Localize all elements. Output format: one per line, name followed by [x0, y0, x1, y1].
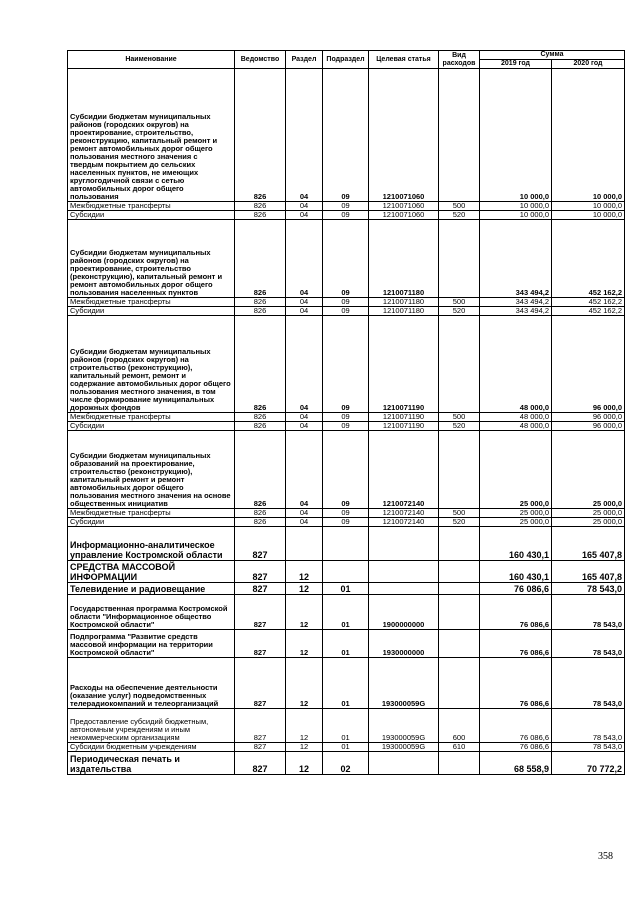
cell-target-item: 1210072140: [369, 518, 439, 527]
cell-expense-type: [439, 583, 480, 595]
cell-subsection: 01: [323, 583, 369, 595]
table-row: [68, 709, 625, 743]
cell-department: 827: [235, 743, 286, 752]
cell-subsection: 09: [323, 413, 369, 422]
cell-department: 826: [235, 220, 286, 298]
cell-sum-2019: 48 000,0: [480, 422, 552, 431]
cell-subsection: 02: [323, 752, 369, 775]
table-row: [68, 509, 625, 518]
cell-department: 826: [235, 422, 286, 431]
cell-name: Информационно-аналитическое управление Костромской области: [68, 527, 235, 561]
cell-subsection: 09: [323, 298, 369, 307]
table-row: [68, 630, 625, 658]
cell-department: 826: [235, 509, 286, 518]
cell-sum-2020: 78 543,0: [552, 743, 625, 752]
cell-target-item: 1900000000: [369, 595, 439, 630]
table-row: [68, 316, 625, 413]
table-row: [68, 658, 625, 709]
header-year-2019: 2019 год: [480, 60, 552, 69]
cell-expense-type: 500: [439, 509, 480, 518]
page-number: 358: [598, 851, 613, 862]
cell-target-item: 1210071060: [369, 202, 439, 211]
cell-target-item: 1210072140: [369, 431, 439, 509]
cell-subsection: 09: [323, 509, 369, 518]
table-row: [68, 413, 625, 422]
cell-name: Межбюджетные трансферты: [68, 413, 235, 422]
cell-department: 826: [235, 413, 286, 422]
cell-sum-2020: 78 543,0: [552, 709, 625, 743]
cell-section: 04: [286, 202, 323, 211]
table-row: [68, 307, 625, 316]
cell-department: 826: [235, 69, 286, 202]
cell-sum-2020: 70 772,2: [552, 752, 625, 775]
table-row: [68, 298, 625, 307]
cell-department: 827: [235, 709, 286, 743]
table-row: [68, 743, 625, 752]
cell-sum-2019: 343 494,2: [480, 220, 552, 298]
cell-subsection: 09: [323, 69, 369, 202]
cell-section: 12: [286, 583, 323, 595]
cell-expense-type: 610: [439, 743, 480, 752]
cell-name: Субсидии: [68, 307, 235, 316]
cell-sum-2019: 343 494,2: [480, 307, 552, 316]
cell-subsection: 01: [323, 595, 369, 630]
cell-name: Межбюджетные трансферты: [68, 509, 235, 518]
cell-sum-2020: 78 543,0: [552, 658, 625, 709]
cell-target-item: [369, 583, 439, 595]
cell-department: 826: [235, 202, 286, 211]
cell-expense-type: [439, 595, 480, 630]
cell-sum-2019: 25 000,0: [480, 431, 552, 509]
cell-sum-2020: 96 000,0: [552, 413, 625, 422]
cell-department: 826: [235, 307, 286, 316]
cell-subsection: 09: [323, 220, 369, 298]
cell-sum-2019: 25 000,0: [480, 509, 552, 518]
cell-subsection: 09: [323, 518, 369, 527]
cell-section: 12: [286, 561, 323, 583]
cell-target-item: 1210071060: [369, 69, 439, 202]
cell-name: Предоставление субсидий бюджетным, автономным учреждениям и иным некоммерческим организациям: [68, 709, 235, 743]
cell-name: Телевидение и радиовещание: [68, 583, 235, 595]
cell-sum-2019: 160 430,1: [480, 561, 552, 583]
cell-department: 826: [235, 518, 286, 527]
cell-sum-2020: 452 162,2: [552, 298, 625, 307]
cell-expense-type: 500: [439, 413, 480, 422]
cell-section: 12: [286, 658, 323, 709]
table-row: [68, 220, 625, 298]
cell-section: 12: [286, 595, 323, 630]
budget-table: [67, 50, 625, 775]
cell-sum-2020: 25 000,0: [552, 518, 625, 527]
cell-name: Субсидии бюджетам муниципальных образований на проектирование, строительство (реконструкцию), капитальный ремонт и ремонт автомобильных дорог общего пользования местного значения на основе общественных инициатив: [68, 431, 235, 509]
cell-expense-type: 520: [439, 422, 480, 431]
cell-section: [286, 527, 323, 561]
cell-name: Субсидии бюджетам муниципальных районов (городских округов) на проектирование, строительство, реконструкцию, капитальный ремонт и ремонт автомобильных дорог общего пользования местного значения с твердым покрытием до сельских населенных пунктов, не имеющих круглогодичной связи с сетью автомобильных дорог общего пользования: [68, 69, 235, 202]
cell-expense-type: [439, 630, 480, 658]
cell-target-item: [369, 527, 439, 561]
cell-department: 826: [235, 211, 286, 220]
cell-name: Субсидии бюджетным учреждениям: [68, 743, 235, 752]
cell-subsection: 09: [323, 316, 369, 413]
cell-target-item: [369, 752, 439, 775]
cell-target-item: 1210071180: [369, 220, 439, 298]
table-body: [68, 69, 625, 775]
cell-sum-2019: 68 558,9: [480, 752, 552, 775]
cell-subsection: 09: [323, 211, 369, 220]
header-year-2020: 2020 год: [552, 60, 625, 69]
cell-sum-2019: 10 000,0: [480, 211, 552, 220]
cell-sum-2020: 165 407,8: [552, 561, 625, 583]
cell-subsection: 09: [323, 307, 369, 316]
cell-expense-type: 600: [439, 709, 480, 743]
header-sum: Сумма: [480, 51, 625, 60]
cell-sum-2020: 96 000,0: [552, 422, 625, 431]
cell-section: 04: [286, 316, 323, 413]
cell-section: 12: [286, 709, 323, 743]
table-row: [68, 431, 625, 509]
cell-name: Субсидии: [68, 422, 235, 431]
cell-sum-2019: 76 086,6: [480, 583, 552, 595]
cell-sum-2019: 76 086,6: [480, 595, 552, 630]
cell-department: 827: [235, 583, 286, 595]
cell-section: 04: [286, 518, 323, 527]
cell-expense-type: [439, 69, 480, 202]
cell-sum-2019: 76 086,6: [480, 630, 552, 658]
cell-name: Межбюджетные трансферты: [68, 202, 235, 211]
header-expense-type: Вид расходов: [439, 51, 480, 69]
cell-target-item: 193000059G: [369, 709, 439, 743]
cell-name: Субсидии бюджетам муниципальных районов (городских округов) на строительство (реконструкцию), капитальный ремонт, ремонт и содержание автомобильных дорог общего пользования местного значения, в том числе формирование муниципальных дорожных фондов: [68, 316, 235, 413]
cell-target-item: 193000059G: [369, 743, 439, 752]
cell-expense-type: [439, 220, 480, 298]
cell-subsection: 09: [323, 202, 369, 211]
cell-department: 826: [235, 298, 286, 307]
cell-target-item: 1210071180: [369, 307, 439, 316]
cell-expense-type: 520: [439, 307, 480, 316]
table-row: [68, 527, 625, 561]
cell-department: 827: [235, 561, 286, 583]
cell-name: Субсидии: [68, 211, 235, 220]
table-row: [68, 69, 625, 202]
cell-expense-type: [439, 561, 480, 583]
cell-target-item: 1210072140: [369, 509, 439, 518]
cell-name: Межбюджетные трансферты: [68, 298, 235, 307]
table-row: [68, 518, 625, 527]
table-header: [68, 51, 625, 69]
cell-department: 827: [235, 752, 286, 775]
cell-expense-type: 500: [439, 298, 480, 307]
cell-sum-2019: 76 086,6: [480, 743, 552, 752]
cell-section: 04: [286, 413, 323, 422]
cell-sum-2020: 452 162,2: [552, 220, 625, 298]
cell-target-item: 193000059G: [369, 658, 439, 709]
cell-sum-2020: 78 543,0: [552, 630, 625, 658]
cell-section: 12: [286, 752, 323, 775]
cell-expense-type: 520: [439, 518, 480, 527]
cell-expense-type: [439, 527, 480, 561]
cell-subsection: [323, 527, 369, 561]
cell-section: 04: [286, 69, 323, 202]
cell-target-item: [369, 561, 439, 583]
cell-subsection: 01: [323, 709, 369, 743]
header-subsection: Подраздел: [323, 51, 369, 69]
cell-sum-2020: 452 162,2: [552, 307, 625, 316]
cell-target-item: 1930000000: [369, 630, 439, 658]
cell-department: 827: [235, 595, 286, 630]
cell-expense-type: [439, 658, 480, 709]
cell-sum-2020: 96 000,0: [552, 316, 625, 413]
cell-sum-2020: 10 000,0: [552, 69, 625, 202]
table-row: [68, 422, 625, 431]
cell-expense-type: [439, 431, 480, 509]
cell-sum-2020: 25 000,0: [552, 509, 625, 518]
cell-department: 826: [235, 431, 286, 509]
cell-name: Расходы на обеспечение деятельности (оказание услуг) подведомственных телерадиокомпаний и телеорганизаций: [68, 658, 235, 709]
cell-sum-2019: 48 000,0: [480, 413, 552, 422]
cell-expense-type: [439, 752, 480, 775]
cell-section: 04: [286, 220, 323, 298]
table-row: [68, 752, 625, 775]
cell-department: 827: [235, 630, 286, 658]
cell-department: 827: [235, 527, 286, 561]
cell-section: 04: [286, 509, 323, 518]
cell-sum-2019: 76 086,6: [480, 709, 552, 743]
cell-section: 04: [286, 307, 323, 316]
cell-name: Периодическая печать и издательства: [68, 752, 235, 775]
cell-subsection: 09: [323, 431, 369, 509]
header-target-item: Целевая статья: [369, 51, 439, 69]
cell-sum-2019: 160 430,1: [480, 527, 552, 561]
cell-sum-2020: 165 407,8: [552, 527, 625, 561]
cell-target-item: 1210071180: [369, 298, 439, 307]
table-row: [68, 595, 625, 630]
cell-subsection: [323, 561, 369, 583]
cell-sum-2019: 10 000,0: [480, 202, 552, 211]
header-department: Ведомство: [235, 51, 286, 69]
cell-section: 04: [286, 422, 323, 431]
cell-name: Государственная программа Костромской области "Информационное общество Костромской области": [68, 595, 235, 630]
cell-subsection: 09: [323, 422, 369, 431]
header-section: Раздел: [286, 51, 323, 69]
cell-section: 04: [286, 431, 323, 509]
cell-section: 12: [286, 743, 323, 752]
cell-expense-type: [439, 316, 480, 413]
cell-sum-2019: 76 086,6: [480, 658, 552, 709]
cell-target-item: 1210071190: [369, 422, 439, 431]
header-name: Наименование: [68, 51, 235, 69]
cell-expense-type: 500: [439, 202, 480, 211]
cell-expense-type: 520: [439, 211, 480, 220]
cell-name: Субсидии бюджетам муниципальных районов (городских округов) на проектирование, строительство (реконструкцию), капитальный ремонт и ремонт автомобильных дорог общего пользования населенных пунктов: [68, 220, 235, 298]
cell-sum-2019: 10 000,0: [480, 69, 552, 202]
cell-subsection: 01: [323, 658, 369, 709]
cell-sum-2019: 25 000,0: [480, 518, 552, 527]
cell-sum-2020: 78 543,0: [552, 583, 625, 595]
cell-sum-2020: 10 000,0: [552, 211, 625, 220]
cell-name: Подпрограмма "Развитие средств массовой информации на территории Костромской области": [68, 630, 235, 658]
cell-subsection: 01: [323, 743, 369, 752]
cell-name: СРЕДСТВА МАССОВОЙ ИНФОРМАЦИИ: [68, 561, 235, 583]
cell-department: 826: [235, 316, 286, 413]
table-row: [68, 202, 625, 211]
cell-target-item: 1210071060: [369, 211, 439, 220]
cell-subsection: 01: [323, 630, 369, 658]
cell-section: 04: [286, 211, 323, 220]
cell-department: 827: [235, 658, 286, 709]
cell-section: 12: [286, 630, 323, 658]
table-row: [68, 583, 625, 595]
cell-sum-2019: 48 000,0: [480, 316, 552, 413]
cell-section: 04: [286, 298, 323, 307]
cell-sum-2020: 25 000,0: [552, 431, 625, 509]
cell-name: Субсидии: [68, 518, 235, 527]
cell-target-item: 1210071190: [369, 413, 439, 422]
table-row: [68, 561, 625, 583]
cell-sum-2020: 78 543,0: [552, 595, 625, 630]
cell-target-item: 1210071190: [369, 316, 439, 413]
cell-sum-2020: 10 000,0: [552, 202, 625, 211]
cell-sum-2019: 343 494,2: [480, 298, 552, 307]
table-row: [68, 211, 625, 220]
